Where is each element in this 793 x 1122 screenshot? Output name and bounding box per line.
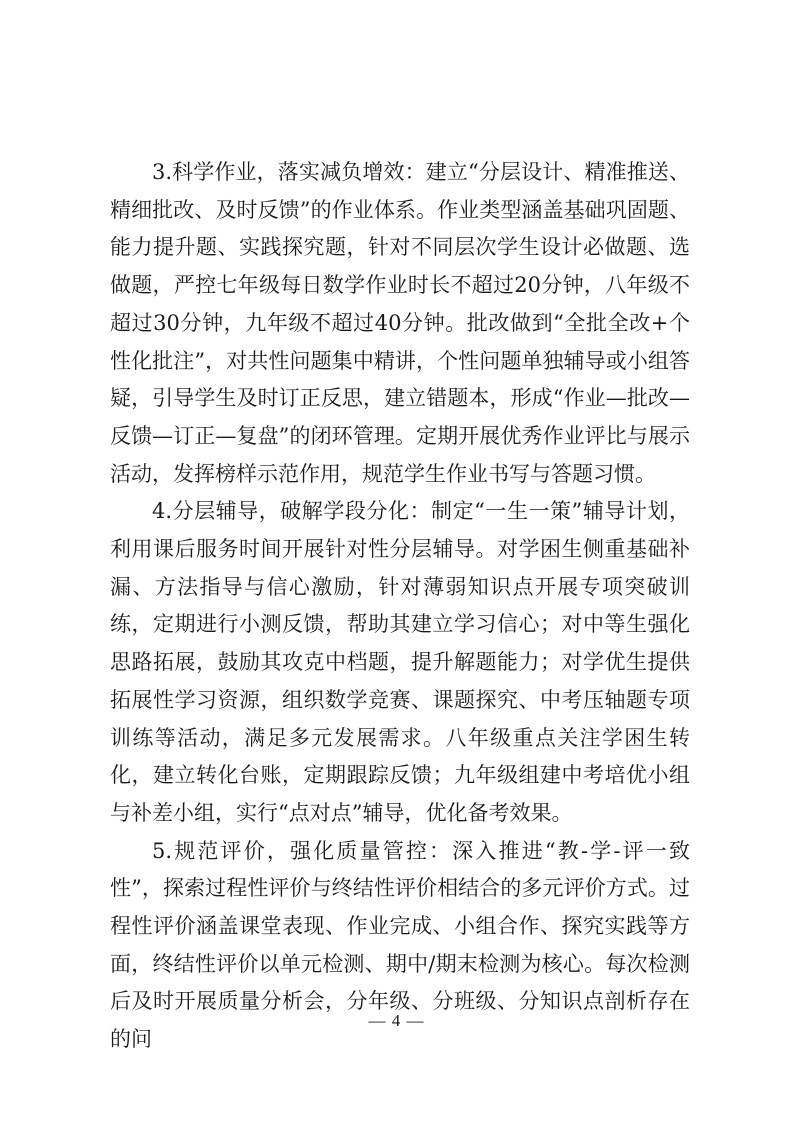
paragraph-homework: 3.科学作业，落实减负增效：建立“分层设计、精准推送、精细批改、及时反馈”的作业体系。作业类型涵盖基础巩固题、能力提升题、实践探究题，针对不同层次学生设计必做题、选做题，严控七年级每日数学作业时长不超过20分钟，八年级不超过30分钟，九年级不超过40分钟。批改做到“全批全改+个性化批注”，对共性问题集中精讲，个性问题单独辅导或小组答疑，引导学生及时订正反思，建立错题本，形成“作业—批改—反馈—订正—复盘”的闭环管理。定期开展优秀作业评比与展示活动，发挥榜样示范作用，规范学生作业书写与答题习惯。 <box>110 160 690 486</box>
body-text <box>110 154 690 1059</box>
page-number: — 4 — <box>368 1011 425 1030</box>
paragraph-evaluation: 5.规范评价，强化质量管控：深入推进“教-学-评一致性”，探索过程性评价与终结性评价相结合的多元评价方式。过程性评价涵盖课堂表现、作业完成、小组合作、探究实践等方面，终结性评价以单元检测、期中/期末检测为核心。每次检测后及时开展质量分析会，分年级、分班级、分知识点剖析存在的问 <box>110 838 690 1052</box>
paragraph-tutoring: 4.分层辅导，破解学段分化：制定“一生一策”辅导计划，利用课后服务时间开展针对性分层辅导。对学困生侧重基础补漏、方法指导与信心激励，针对薄弱知识点开展专项突破训练，定期进行小测反馈，帮助其建立学习信心；对中等生强化思路拓展，鼓励其攻克中档题，提升解题能力；对学优生提供拓展性学习资源，组织数学竞赛、课题探究、中考压轴题专项训练等活动，满足多元发展需求。八年级重点关注学困生转化，建立转化台账，定期跟踪反馈；九年级组建中考培优小组与补差小组，实行“点对点”辅导，优化备考效果。 <box>110 499 690 825</box>
